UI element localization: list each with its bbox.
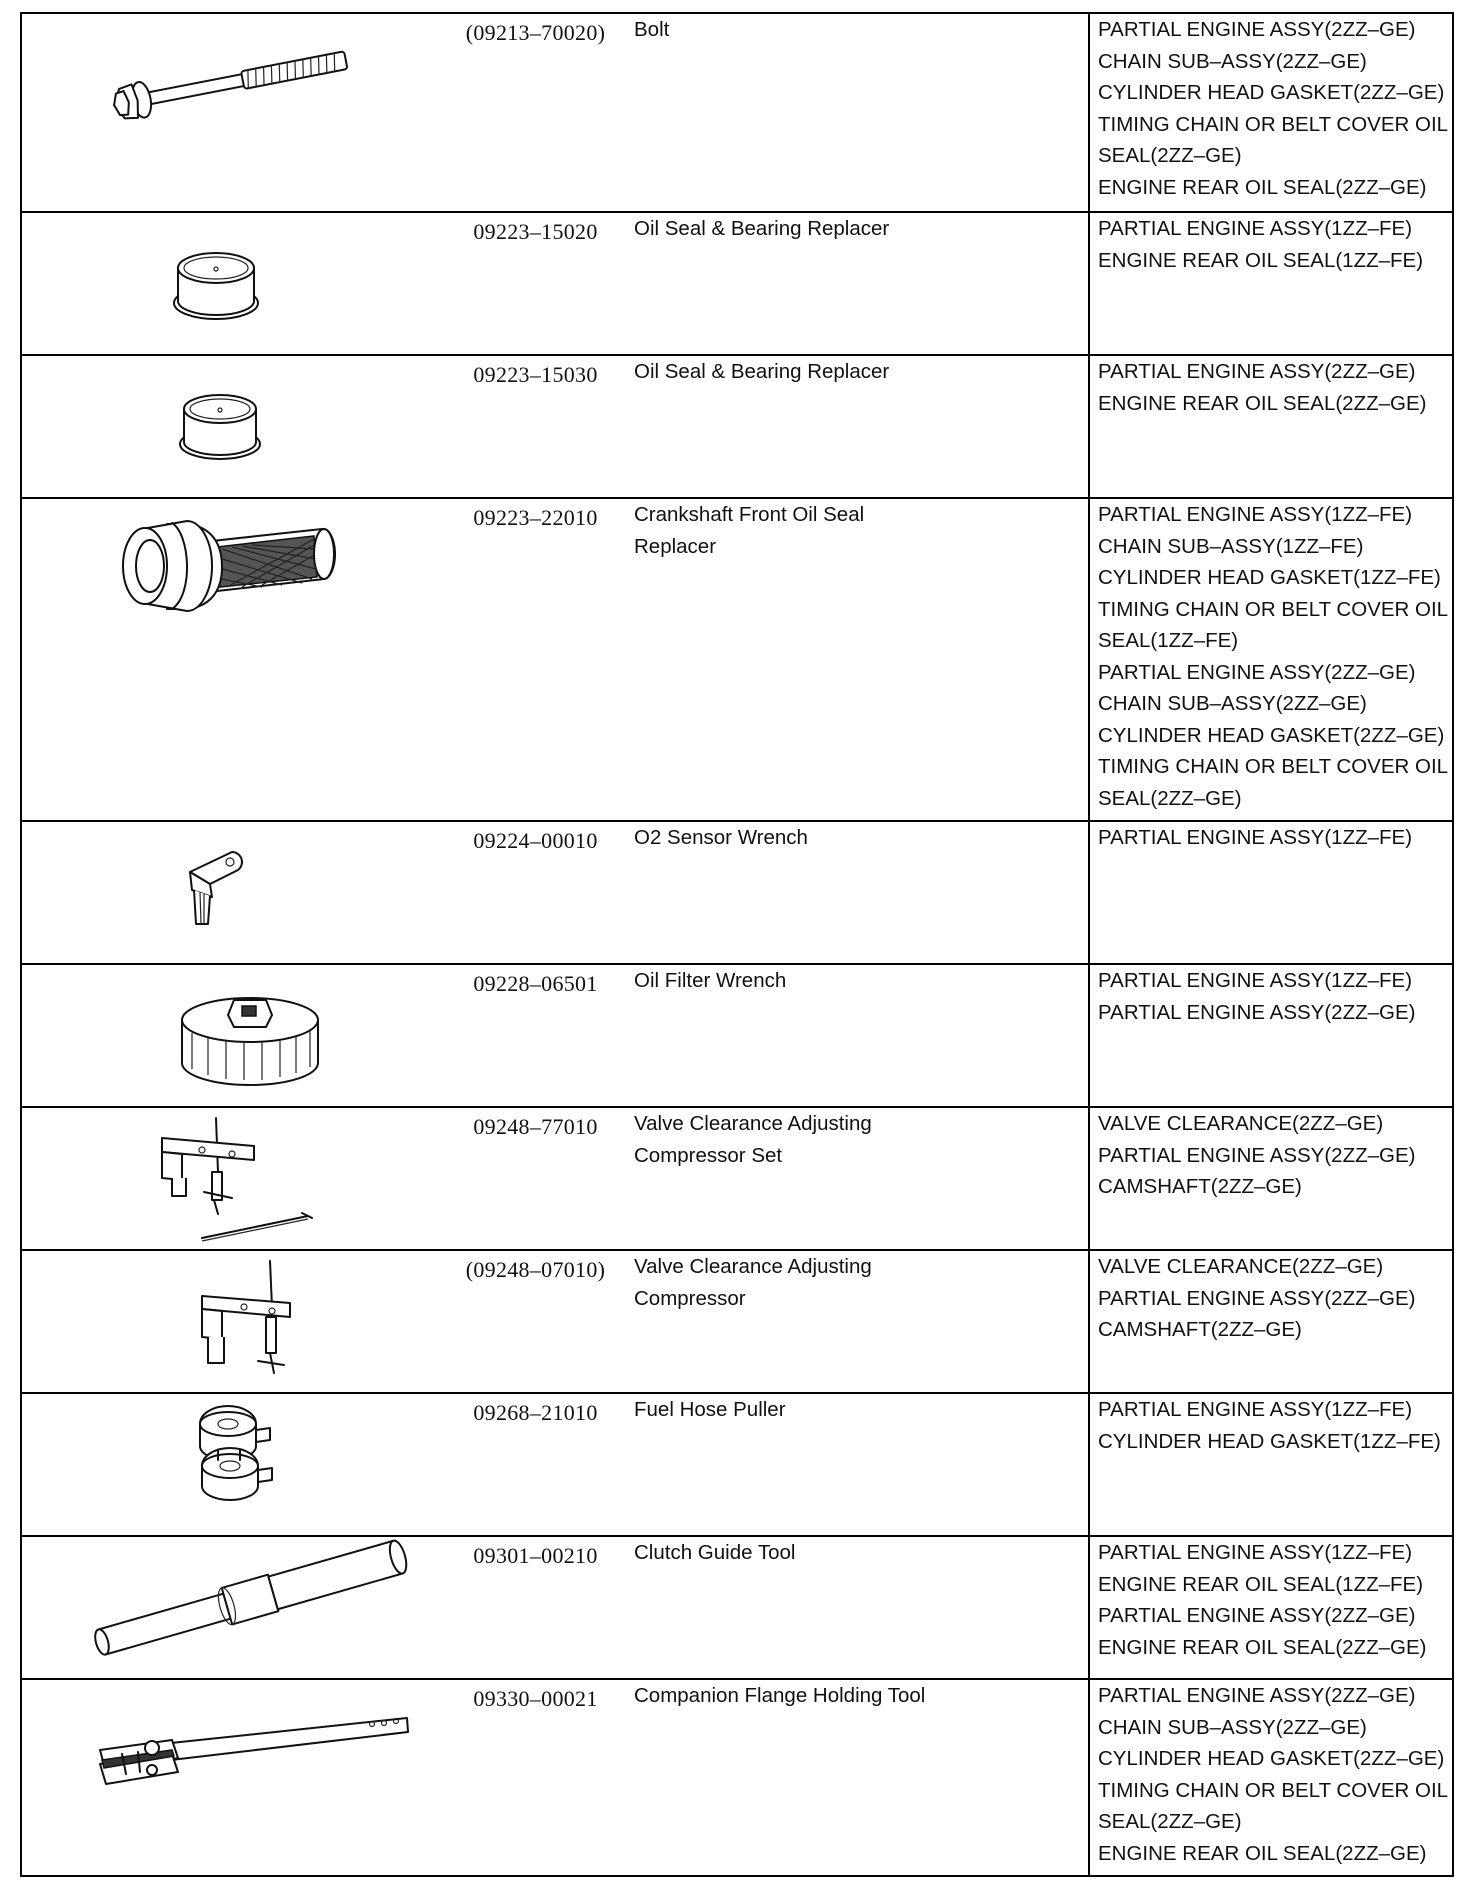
application-line: ENGINE REAR OIL SEAL(2ZZ–GE) xyxy=(1098,1635,1427,1659)
tool-illustration-cell xyxy=(22,965,446,1106)
tool-illustration-cell xyxy=(22,213,446,354)
part-number: 09248–77010 xyxy=(473,1114,598,1139)
application-line: PARTIAL ENGINE ASSY(1ZZ–FE) xyxy=(1098,1398,1413,1421)
tool-illustration-cell xyxy=(22,1108,446,1249)
tool-name xyxy=(621,493,1088,820)
application-line: TIMING CHAIN OR BELT COVER OIL xyxy=(1098,755,1449,778)
table-row xyxy=(22,963,1452,1106)
application-line: CYLINDER HEAD GASKET(2ZZ–GE) xyxy=(1098,1747,1445,1770)
application-line: PARTIAL ENGINE ASSY(2ZZ–GE) xyxy=(1098,360,1416,383)
application-line: SEAL(2ZZ–GE) xyxy=(1098,786,1242,810)
tool-illustration-cell xyxy=(22,1251,446,1392)
application-line: TIMING CHAIN OR BELT COVER OIL xyxy=(1098,112,1449,136)
application-line: ENGINE REAR OIL SEAL(2ZZ–GE) xyxy=(1098,391,1427,415)
table-row xyxy=(22,1392,1452,1535)
application-line: SEAL(2ZZ–GE) xyxy=(1098,1810,1242,1833)
seal-replacer-icon xyxy=(22,213,446,354)
tool-name xyxy=(621,1102,1088,1249)
application-line: ENGINE REAR OIL SEAL(2ZZ–GE) xyxy=(1098,175,1427,199)
tool-name xyxy=(621,816,1088,963)
application-line: TIMING CHAIN OR BELT COVER OIL xyxy=(1098,1778,1449,1802)
application-line: CYLINDER HEAD GASKET(2ZZ–GE) xyxy=(1098,723,1445,747)
part-number: 09223–22010 xyxy=(473,505,598,530)
part-number: 09223–15020 xyxy=(473,219,598,244)
application-line: VALVE CLEARANCE(2ZZ–GE) xyxy=(1098,1255,1384,1278)
tool-illustration-cell xyxy=(22,499,446,820)
application-line: ENGINE REAR OIL SEAL(1ZZ–FE) xyxy=(1098,1572,1424,1596)
tool-illustration-cell xyxy=(22,1680,446,1875)
tool-name xyxy=(621,959,1088,1106)
tool-illustration-cell xyxy=(22,356,446,497)
applications xyxy=(1088,14,1452,211)
tool-name xyxy=(621,1674,1088,1875)
applications xyxy=(1088,965,1452,1106)
applications xyxy=(1088,213,1452,354)
application-line: PARTIAL ENGINE ASSY(2ZZ–GE) xyxy=(1098,1000,1416,1024)
bolt-icon xyxy=(22,14,446,209)
application-line: CYLINDER HEAD GASKET(2ZZ–GE) xyxy=(1098,81,1445,104)
tool-name-line: Oil Seal & Bearing Replacer xyxy=(634,217,890,240)
tool-name-line: Crankshaft Front Oil Seal xyxy=(634,503,865,526)
valve-compressor-set-icon xyxy=(22,1108,446,1249)
table-row xyxy=(22,497,1452,820)
table-row xyxy=(22,354,1452,497)
application-line: TIMING CHAIN OR BELT COVER OIL xyxy=(1098,597,1449,621)
tool-illustration-cell xyxy=(22,822,446,963)
applications xyxy=(1088,1394,1452,1535)
application-line: CHAIN SUB–ASSY(2ZZ–GE) xyxy=(1098,692,1367,715)
tool-name-line: Oil Seal & Bearing Replacer xyxy=(634,360,890,383)
applications xyxy=(1088,1537,1452,1678)
tool-name-line: Compressor Set xyxy=(634,1143,783,1167)
oil-filter-wrench-icon xyxy=(22,965,446,1106)
tool-name xyxy=(621,8,1088,211)
tool-name-line: Compressor xyxy=(634,1286,746,1310)
application-line: PARTIAL ENGINE ASSY(1ZZ–FE) xyxy=(1098,217,1413,240)
seal-replacer-icon xyxy=(22,356,446,497)
table-row xyxy=(22,1678,1452,1875)
application-line: PARTIAL ENGINE ASSY(2ZZ–GE) xyxy=(1098,660,1416,684)
table-row xyxy=(22,211,1452,354)
application-line: CHAIN SUB–ASSY(2ZZ–GE) xyxy=(1098,1715,1367,1739)
sst-table xyxy=(20,12,1454,1877)
valve-compressor-icon xyxy=(22,1251,446,1392)
application-line: PARTIAL ENGINE ASSY(1ZZ–FE) xyxy=(1098,969,1413,992)
part-number: (09213–70020) xyxy=(465,20,606,45)
applications xyxy=(1088,1251,1452,1392)
part-number: 09223–15030 xyxy=(473,362,598,387)
table-row xyxy=(22,1249,1452,1392)
application-line: PARTIAL ENGINE ASSY(1ZZ–FE) xyxy=(1098,826,1413,849)
applications xyxy=(1088,356,1452,497)
application-line: PARTIAL ENGINE ASSY(2ZZ–GE) xyxy=(1098,18,1416,41)
flange-holding-tool-icon xyxy=(22,1680,446,1875)
fuel-hose-puller-icon xyxy=(22,1394,446,1535)
application-line: CAMSHAFT(2ZZ–GE) xyxy=(1098,1175,1302,1198)
application-line: SEAL(2ZZ–GE) xyxy=(1098,144,1242,167)
tool-name-line: Clutch Guide Tool xyxy=(634,1541,796,1564)
tool-name-line: Valve Clearance Adjusting xyxy=(634,1112,872,1135)
application-line: ENGINE REAR OIL SEAL(2ZZ–GE) xyxy=(1098,1841,1427,1865)
tool-name xyxy=(621,350,1088,497)
part-number: 09268–21010 xyxy=(473,1400,598,1425)
tool-name-line: Replacer xyxy=(634,534,717,558)
tool-name xyxy=(621,1388,1088,1535)
tool-name xyxy=(621,1245,1088,1392)
application-line: SEAL(1ZZ–FE) xyxy=(1098,629,1239,652)
clutch-guide-tool-icon xyxy=(22,1537,446,1678)
part-number: 09330–00021 xyxy=(473,1686,598,1711)
tool-name-line: Bolt xyxy=(634,18,670,41)
applications xyxy=(1088,1108,1452,1249)
applications xyxy=(1088,499,1452,820)
application-line: PARTIAL ENGINE ASSY(2ZZ–GE) xyxy=(1098,1684,1416,1707)
application-line: ENGINE REAR OIL SEAL(1ZZ–FE) xyxy=(1098,248,1424,272)
tool-illustration-cell xyxy=(22,1537,446,1678)
application-line: CAMSHAFT(2ZZ–GE) xyxy=(1098,1318,1302,1341)
application-line: PARTIAL ENGINE ASSY(2ZZ–GE) xyxy=(1098,1143,1416,1167)
table-row xyxy=(22,1106,1452,1249)
application-line: CHAIN SUB–ASSY(1ZZ–FE) xyxy=(1098,534,1364,558)
part-number: 09224–00010 xyxy=(473,828,598,853)
table-row xyxy=(22,1535,1452,1678)
tool-name-line: Companion Flange Holding Tool xyxy=(634,1684,926,1707)
part-number: 09228–06501 xyxy=(473,971,598,996)
tool-illustration-cell xyxy=(22,14,446,211)
part-number: 09301–00210 xyxy=(473,1543,598,1568)
application-line: PARTIAL ENGINE ASSY(1ZZ–FE) xyxy=(1098,1541,1413,1564)
part-number: (09248–07010) xyxy=(465,1257,606,1282)
tool-name-line: O2 Sensor Wrench xyxy=(634,826,808,849)
application-line: PARTIAL ENGINE ASSY(2ZZ–GE) xyxy=(1098,1286,1416,1310)
tool-name-line: Oil Filter Wrench xyxy=(634,969,787,992)
table-row xyxy=(22,14,1452,211)
applications xyxy=(1088,822,1452,963)
application-line: VALVE CLEARANCE(2ZZ–GE) xyxy=(1098,1112,1384,1135)
applications xyxy=(1088,1680,1452,1875)
application-line: PARTIAL ENGINE ASSY(1ZZ–FE) xyxy=(1098,503,1413,526)
application-line: CYLINDER HEAD GASKET(1ZZ–FE) xyxy=(1098,1429,1441,1453)
table-row xyxy=(22,820,1452,963)
tool-name-line: Valve Clearance Adjusting xyxy=(634,1255,872,1278)
tool-name xyxy=(621,1531,1088,1678)
application-line: CYLINDER HEAD GASKET(1ZZ–FE) xyxy=(1098,566,1441,589)
application-line: PARTIAL ENGINE ASSY(2ZZ–GE) xyxy=(1098,1604,1416,1627)
tool-illustration-cell xyxy=(22,1394,446,1535)
o2-sensor-wrench-icon xyxy=(22,822,446,963)
crankshaft-seal-replacer-icon xyxy=(22,499,446,820)
application-line: CHAIN SUB–ASSY(2ZZ–GE) xyxy=(1098,49,1367,73)
tool-name xyxy=(621,207,1088,354)
tool-name-line: Fuel Hose Puller xyxy=(634,1398,786,1421)
